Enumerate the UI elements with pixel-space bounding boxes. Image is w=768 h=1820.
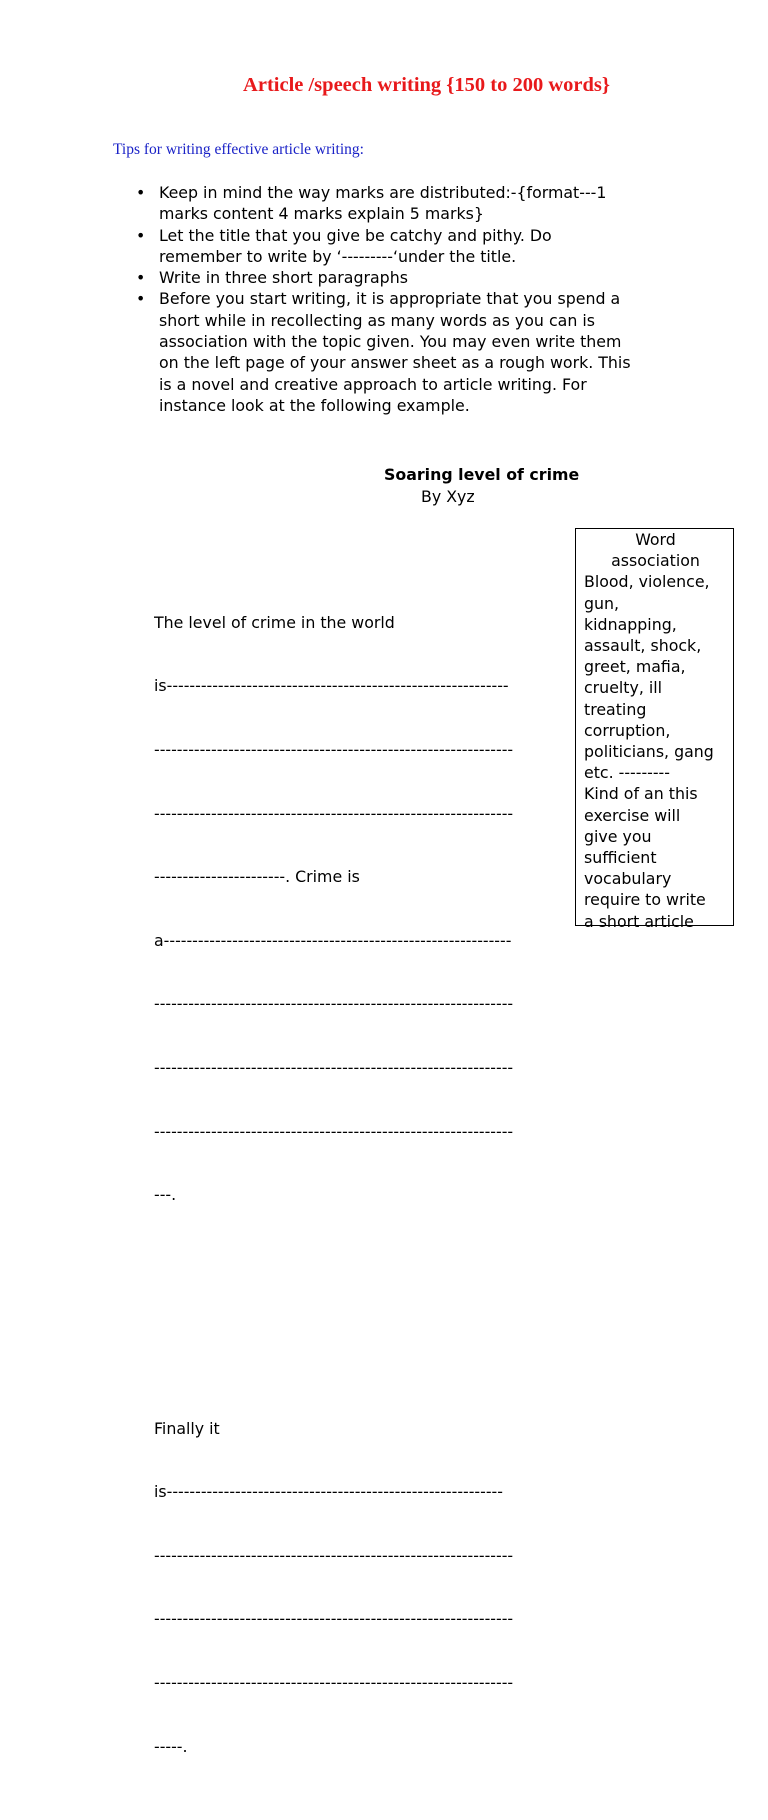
heading-line: Word — [635, 530, 676, 549]
tip-line: Keep in mind the way marks are distributed:-{format---1 — [159, 183, 607, 202]
word-association-heading — [584, 529, 727, 571]
essay-line: -----------------------. Crime is — [154, 867, 360, 887]
essay-line: --------------------------------------------------------------- — [154, 740, 514, 760]
word-line: require to write — [584, 890, 706, 910]
word-line: cruelty, ill — [584, 678, 663, 698]
essay-line: --------------------------------------------------------------- — [154, 803, 514, 823]
essay-line: --------------------------------------------------------------- — [154, 1672, 514, 1692]
essay-line: ---. — [154, 1185, 177, 1205]
example-essay — [154, 527, 568, 1820]
essay-line: Finally it — [154, 1418, 220, 1438]
tip-line: marks content 4 marks explain 5 marks} — [159, 204, 484, 224]
essay-line: a------------------------------------------------------------- — [154, 930, 512, 950]
word-line: kidnapping, — [584, 614, 677, 634]
essay-line: --------------------------------------------------------------- — [154, 994, 514, 1014]
essay-line: -----. — [154, 1736, 188, 1756]
tip-line: association with the topic given. You may even write them — [159, 332, 622, 352]
bullet-icon: • — [136, 183, 146, 202]
essay-line: --------------------------------------------------------------- — [154, 1545, 514, 1565]
tip-line: is a novel and creative approach to article writing. For — [159, 374, 587, 394]
paragraph-gap — [154, 1290, 568, 1332]
heading-line: association — [611, 551, 700, 571]
essay-paragraph-1 — [154, 569, 568, 1248]
word-line: etc. --------- — [584, 763, 670, 783]
essay-line: --------------------------------------------------------------- — [154, 1058, 514, 1078]
tips-list — [136, 182, 696, 416]
tip-line: Before you start writing, it is appropriate that you spend a — [159, 289, 621, 309]
essay-line: --------------------------------------------------------------- — [154, 1121, 514, 1141]
word-line: politicians, gang — [584, 742, 714, 762]
tip-line: Write in three short paragraphs — [159, 268, 408, 288]
tip-line: instance look at the following example. — [159, 395, 470, 415]
tip-item — [136, 225, 696, 268]
bullet-icon: • — [136, 289, 146, 309]
essay-line: is----------------------------------------------------------- — [154, 1482, 503, 1502]
essay-line: --------------------------------------------------------------- — [154, 1609, 514, 1629]
essay-paragraph-2 — [154, 1375, 568, 1799]
tips-heading: Tips for writing effective article writing: — [113, 141, 364, 158]
page-title: Article /speech writing {150 to 200 words} — [243, 74, 610, 96]
tip-line: Let the title that you give be catchy and pithy. Do — [159, 225, 552, 245]
essay-line: The level of crime in the world — [154, 612, 395, 632]
tip-item — [136, 182, 696, 225]
word-line: greet, mafia, — [584, 657, 686, 677]
word-line: give you — [584, 826, 652, 846]
tip-item — [136, 288, 696, 416]
bullet-icon: • — [136, 268, 146, 288]
tip-item — [136, 267, 696, 288]
word-line: sufficient — [584, 848, 657, 868]
bullet-icon: • — [136, 225, 146, 245]
word-line: assault, shock, — [584, 636, 702, 656]
word-line: a short article — [584, 911, 694, 931]
word-line: treating — [584, 699, 647, 719]
word-line: vocabulary — [584, 869, 672, 889]
example-title: Soaring level of crime — [384, 465, 580, 484]
essay-line: is------------------------------------------------------------ — [154, 676, 509, 696]
word-line: corruption, — [584, 720, 671, 740]
tip-line: on the left page of your answer sheet as a rough work. This — [159, 353, 631, 373]
word-line: Blood, violence, — [584, 572, 710, 592]
tip-line: remember to write by ‘---------‘under the title. — [159, 246, 517, 266]
word-line: Kind of an this — [584, 784, 698, 804]
word-association-box — [575, 528, 734, 931]
word-line: gun, — [584, 593, 620, 613]
word-line: exercise will — [584, 805, 681, 825]
example-byline: By Xyz — [421, 487, 475, 506]
tip-line: short while in recollecting as many words as you can is — [159, 310, 595, 330]
